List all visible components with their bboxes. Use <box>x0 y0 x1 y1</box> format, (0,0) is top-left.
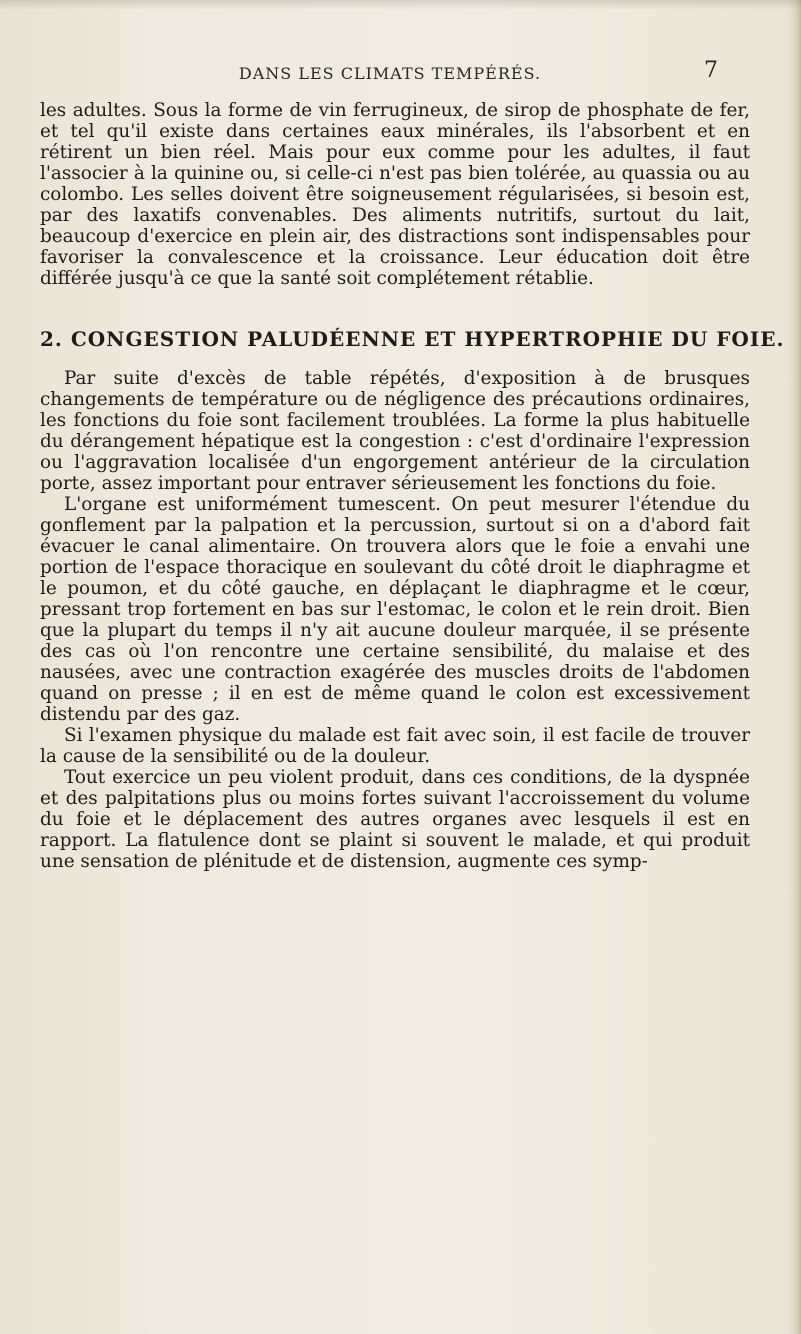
page-number: 7 <box>704 58 718 83</box>
section-heading: 2. CONGESTION PALUDÉENNE ET HYPERTROPHIE DU FOIE. <box>40 327 785 351</box>
paragraph: les adultes. Sous la forme de vin ferrugineux, de sirop de phosphate de fer, et tel qu'il existe dans certaines eaux minérales, ils l'absorbent et en rétirent un bien réel. Mais pour eux comme pour les adultes, il faut l'associer à la quinine ou, si celle-ci n'est pas bien tolérée, au quassia ou au colombo. Les selles doivent être soigneusement régularisées, si besoin est, par des laxatifs convenables. Des aliments nutritifs, surtout du lait, beaucoup d'exercice en plein air, des distractions sont indispensables pour favoriser la convalescence et la croissance. Leur éducation doit être différée jusqu'à ce que la santé soit complétement rétablie. <box>40 100 750 289</box>
running-head: DANS LES CLIMATS TEMPÉRÉS. <box>238 64 542 83</box>
paragraph: Tout exercice un peu violent produit, dans ces conditions, de la dyspnée et des palpitations plus ou moins fortes suivant l'accroissement du volume du foie et le déplacement des autres organes avec lesquels il est en rapport. La flatulence dont se plaint si souvent le malade, et qui produit une sensation de plénitude et de distension, augmente ces symp- <box>40 767 750 872</box>
page-edge-shadow <box>787 0 801 1334</box>
paragraph: Par suite d'excès de table répétés, d'exposition à de brusques changements de température ou de négligence des précautions ordinaires, les fonctions du foie sont facilement troublées. La forme la plus habituelle du dérangement hépatique est la congestion : c'est d'ordinaire l'expression ou l'aggravation localisée d'un engorgement antérieur de la circulation porte, assez important pour entraver sérieusement les fonctions du foie. <box>40 368 750 494</box>
paragraph: L'organe est uniformément tumescent. On peut mesurer l'étendue du gonflement par la palpation et la percussion, surtout si on a d'abord fait évacuer le canal alimentaire. On trouvera alors que le foie a envahi une portion de l'espace thoracique en soulevant du côté droit le diaphragme et le poumon, et du côté gauche, en déplaçant le diaphragme et le cœur, pressant trop fortement en bas sur l'estomac, le colon et le rein droit. Bien que la plupart du temps il n'y ait aucune douleur marquée, il se présente des cas où l'on rencontre une certaine sensibilité, du malaise et des nausées, avec une contraction exagérée des muscles droits de l'abdomen quand on presse ; il en est de même quand le colon est excessivement distendu par des gaz. <box>40 494 750 725</box>
page-top-shadow <box>0 0 801 10</box>
main-text <box>40 100 785 872</box>
paragraph: Si l'examen physique du malade est fait avec soin, il est facile de trouver la cause de la sensibilité ou de la douleur. <box>40 725 750 767</box>
